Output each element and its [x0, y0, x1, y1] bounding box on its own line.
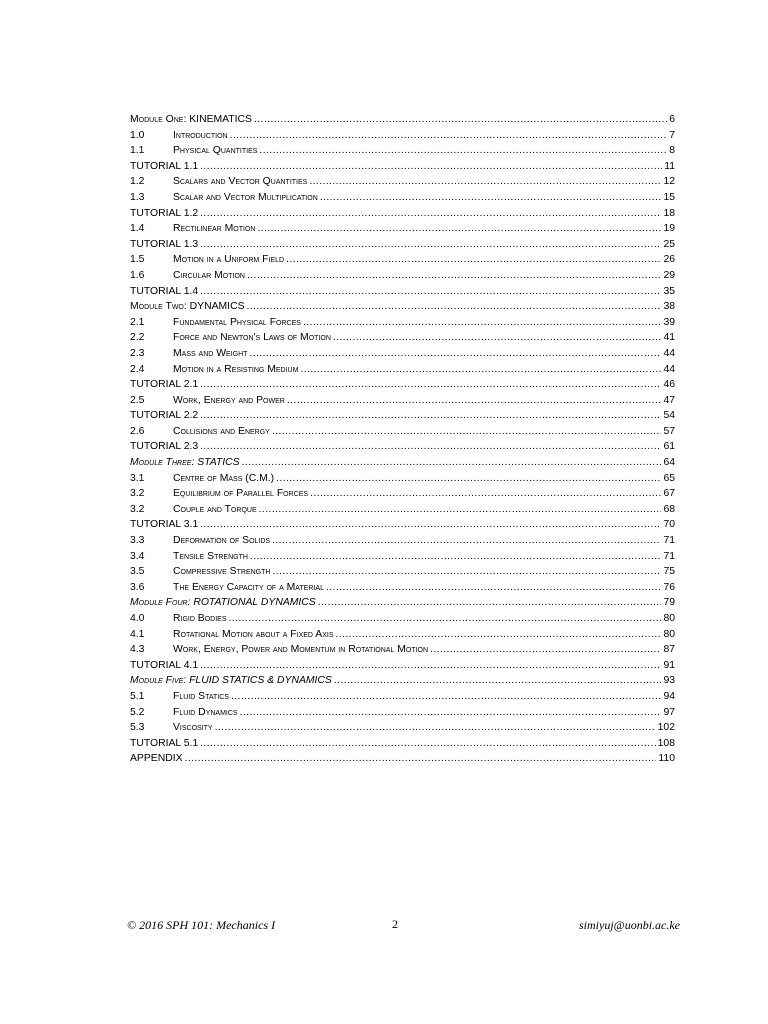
toc-page-number: 8: [669, 145, 675, 157]
toc-page-number: 11: [664, 160, 675, 172]
toc-entry-title: Viscosity: [173, 722, 213, 734]
toc-entry-number: 3.2: [130, 488, 145, 500]
toc-entry-number: 1.2: [130, 176, 145, 188]
toc-dot-leader: [200, 408, 661, 424]
toc-dot-leader: [231, 689, 661, 705]
toc-dot-leader: [254, 112, 667, 128]
toc-entry[interactable]: [130, 533, 675, 549]
toc-page-number: 64: [663, 457, 675, 469]
toc-dot-leader: [309, 174, 661, 190]
toc-page-number: 76: [663, 581, 675, 593]
page-number: 2: [392, 917, 398, 931]
toc-entry-number: 1.5: [130, 254, 145, 266]
toc-dot-leader: [250, 549, 662, 565]
toc-dot-leader: [200, 237, 661, 253]
toc-entry-number: 4.0: [130, 613, 145, 624]
toc-entry-number: 2.1: [130, 316, 145, 328]
toc-tutorial-title: TUTORIAL 2.3: [130, 441, 199, 453]
toc-entry-number: 1.1: [130, 145, 145, 157]
toc-entry-number: 5.3: [130, 722, 145, 734]
toc-page-number: 47: [663, 394, 675, 406]
toc-entry-number: 2.4: [130, 363, 145, 375]
toc-entry-title: Work, Energy, Power and Momentum in Rotational Motion: [173, 644, 429, 656]
toc-page-number: 57: [663, 425, 675, 437]
toc-dot-leader: [247, 268, 661, 284]
toc-tutorial-title: TUTORIAL 5.1: [130, 737, 199, 749]
toc-module-prefix: Module One:: [130, 114, 187, 125]
toc-dot-leader: [430, 642, 661, 658]
toc-page-number: 44: [663, 347, 675, 359]
toc-entry-number: 3.1: [130, 472, 145, 484]
toc-entry-title: Circular Motion: [173, 269, 245, 281]
toc-tutorial-title: TUTORIAL 1.3: [130, 238, 199, 250]
toc-dot-leader: [200, 377, 661, 393]
toc-page-number: 87: [663, 644, 675, 656]
toc-entry-number: 1.4: [130, 223, 145, 235]
toc-entry-title: Fluid Dynamics: [173, 706, 238, 718]
toc-dot-leader: [272, 564, 661, 580]
toc-module-name: ROTATIONAL DYNAMICS: [190, 597, 316, 609]
toc-module-name: KINEMATICS: [186, 114, 252, 125]
toc-entry-title: Rotational Motion about a Fixed Axis: [173, 628, 334, 640]
toc-entry[interactable]: [130, 174, 675, 190]
toc-page-number: 25: [663, 238, 675, 250]
toc-entry[interactable]: [130, 377, 675, 393]
toc-entry-number: 1.0: [130, 129, 145, 141]
toc-entry-title: Equilibrium of Parallel Forces: [173, 488, 309, 500]
toc-entry[interactable]: [130, 611, 675, 627]
toc-entry-number: 5.1: [130, 690, 145, 702]
toc-page-number: 110: [658, 753, 675, 765]
toc-entry[interactable]: [130, 315, 675, 331]
toc-page-number: 39: [663, 316, 675, 328]
toc-dot-leader: [276, 471, 661, 487]
toc-entry[interactable]: [130, 299, 675, 315]
toc-entry[interactable]: [130, 689, 675, 705]
toc-entry[interactable]: [130, 190, 675, 206]
toc-dot-leader: [286, 252, 661, 268]
toc-dot-leader: [200, 658, 661, 674]
toc-page-number: 6: [669, 114, 675, 125]
toc-dot-leader: [230, 128, 668, 144]
toc-entry[interactable]: [130, 221, 675, 237]
toc-dot-leader: [257, 221, 661, 237]
toc-entry-title: Fundamental Physical Forces: [173, 316, 301, 328]
toc-dot-leader: [336, 627, 662, 643]
toc-entry[interactable]: [130, 128, 675, 144]
toc-entry[interactable]: [130, 346, 675, 362]
toc-entry-title: Motion in a Resisting Medium: [173, 363, 299, 375]
page-footer: [127, 918, 680, 936]
toc-page-number: 19: [663, 223, 675, 235]
toc-page-number: 91: [663, 659, 675, 671]
toc-dot-leader: [242, 455, 662, 471]
toc-dot-leader: [272, 533, 661, 549]
toc-page-number: 35: [663, 285, 675, 297]
toc-dot-leader: [200, 439, 661, 455]
toc-entry[interactable]: [130, 595, 675, 611]
toc-tutorial-title: TUTORIAL 2.2: [130, 410, 199, 422]
toc-entry-number: 3.6: [130, 581, 145, 593]
toc-page-number: 94: [663, 690, 675, 702]
toc-entry[interactable]: [130, 455, 675, 471]
toc-entry[interactable]: [130, 720, 675, 736]
toc-module-title: [130, 112, 252, 128]
toc-dot-leader: [334, 673, 662, 689]
toc-page-number: 71: [663, 535, 675, 547]
toc-dot-leader: [259, 502, 662, 518]
toc-entry[interactable]: [130, 736, 675, 752]
toc-entry[interactable]: [130, 439, 675, 455]
toc-page-number: 93: [663, 675, 675, 687]
toc-entry[interactable]: [130, 330, 675, 346]
toc-page-number: 41: [663, 332, 675, 344]
toc-dot-leader: [249, 346, 661, 362]
toc-module-prefix: Module Four:: [130, 597, 191, 609]
toc-module-prefix: Module Five:: [130, 675, 187, 687]
toc-entry-title: Couple and Torque: [173, 503, 257, 515]
toc-page-number: 61: [663, 441, 675, 453]
toc-entry-title: Fluid Statics: [173, 690, 229, 702]
toc-entry-title: Centre of Mass (C.M.): [173, 472, 275, 484]
toc-entry[interactable]: [130, 268, 675, 284]
toc-dot-leader: [247, 299, 662, 315]
toc-module-prefix: Module Two:: [130, 301, 187, 313]
toc-entry-title: Force and Newton's Laws of Motion: [173, 332, 331, 344]
toc-entry-title: Rigid Bodies: [173, 613, 227, 624]
toc-page-number: 70: [663, 519, 675, 531]
table-of-contents: [130, 112, 675, 767]
toc-entry[interactable]: [130, 159, 675, 175]
toc-dot-leader: [303, 315, 661, 331]
toc-page-number: 38: [663, 301, 675, 313]
toc-page-number: 102: [657, 722, 675, 734]
toc-entry[interactable]: [130, 237, 675, 253]
toc-entry-title: Scalars and Vector Quantities: [173, 176, 308, 188]
toc-page-number: 65: [663, 472, 675, 484]
toc-page-number: 7: [669, 129, 675, 141]
toc-entry[interactable]: [130, 362, 675, 378]
toc-dot-leader: [333, 330, 662, 346]
toc-page-number: 80: [663, 613, 675, 624]
toc-entry[interactable]: [130, 705, 675, 721]
toc-entry-title: Tensile Strength: [173, 550, 248, 562]
toc-entry-title: Motion in a Uniform Field: [173, 254, 285, 266]
toc-entry-title: Mass and Weight: [173, 347, 248, 359]
toc-page-number: 18: [663, 207, 675, 219]
toc-page-number: 68: [663, 503, 675, 515]
toc-tutorial-title: APPENDIX: [130, 753, 183, 765]
toc-dot-leader: [318, 595, 662, 611]
toc-dot-leader: [240, 705, 662, 721]
toc-module-title: [130, 299, 245, 315]
toc-entry-title: Work, Energy and Power: [173, 394, 285, 406]
toc-entry[interactable]: [130, 517, 675, 533]
toc-entry-title: Introduction: [173, 129, 228, 141]
toc-dot-leader: [272, 424, 662, 440]
toc-page-number: 108: [657, 737, 675, 749]
toc-dot-leader: [320, 190, 662, 206]
toc-module-title: [130, 673, 332, 689]
toc-entry-number: 5.2: [130, 706, 145, 718]
toc-entry[interactable]: [130, 549, 675, 565]
toc-dot-leader: [287, 393, 662, 409]
toc-entry-title: Scalar and Vector Multiplication: [173, 191, 318, 203]
toc-entry[interactable]: [130, 627, 675, 643]
toc-module-name: DYNAMICS: [186, 301, 245, 313]
toc-entry-title: Compressive Strength: [173, 566, 271, 578]
toc-dot-leader: [200, 206, 661, 222]
toc-module-name: FLUID STATICS & DYNAMICS: [186, 675, 332, 687]
toc-entry[interactable]: [130, 143, 675, 159]
toc-tutorial-title: TUTORIAL 3.1: [130, 519, 199, 531]
toc-entry-number: 4.1: [130, 628, 145, 640]
toc-page-number: 97: [663, 706, 675, 718]
toc-entry-title: Deformation of Solids: [173, 535, 271, 547]
toc-entry-number: 2.3: [130, 347, 145, 359]
toc-page-number: 12: [663, 176, 675, 188]
toc-entry-number: 1.6: [130, 269, 145, 281]
toc-tutorial-title: TUTORIAL 1.4: [130, 285, 199, 297]
toc-dot-leader: [200, 284, 661, 300]
toc-entry[interactable]: [130, 393, 675, 409]
toc-entry-number: 4.3: [130, 644, 145, 656]
toc-entry-number: 2.2: [130, 332, 145, 344]
toc-dot-leader: [229, 611, 662, 627]
toc-entry[interactable]: [130, 112, 675, 128]
toc-entry[interactable]: [130, 424, 675, 440]
toc-entry-number: 3.5: [130, 566, 145, 578]
toc-entry-title: Physical Quantities: [173, 145, 258, 157]
toc-page-number: 29: [663, 269, 675, 281]
toc-tutorial-title: TUTORIAL 2.1: [130, 379, 199, 391]
toc-page-number: 67: [663, 488, 675, 500]
toc-entry-title: Rectilinear Motion: [173, 223, 256, 235]
toc-entry-title: Collisions and Energy: [173, 425, 270, 437]
toc-entry[interactable]: [130, 206, 675, 222]
toc-entry-number: 3.3: [130, 535, 145, 547]
toc-entry-number: 2.6: [130, 425, 145, 437]
toc-page-number: 54: [663, 410, 675, 422]
toc-dot-leader: [215, 720, 656, 736]
footer-copyright: © 2016 SPH 101: Mechanics I: [127, 918, 276, 932]
toc-entry-number: 3.4: [130, 550, 145, 562]
toc-page-number: 80: [663, 628, 675, 640]
toc-page-number: 75: [663, 566, 675, 578]
toc-module-title: [130, 595, 316, 611]
toc-entry[interactable]: [130, 658, 675, 674]
toc-dot-leader: [200, 159, 662, 175]
toc-dot-leader: [310, 486, 661, 502]
toc-entry-number: 1.3: [130, 191, 145, 203]
toc-entry-number: 3.2: [130, 503, 145, 515]
toc-page-number: 71: [663, 550, 675, 562]
toc-module-prefix: Module Three:: [130, 457, 195, 469]
toc-tutorial-title: TUTORIAL 4.1: [130, 659, 199, 671]
toc-entry[interactable]: [130, 252, 675, 268]
toc-entry-number: 2.5: [130, 394, 145, 406]
toc-page-number: 79: [663, 597, 675, 609]
toc-dot-leader: [200, 736, 656, 752]
toc-entry[interactable]: [130, 284, 675, 300]
toc-entry[interactable]: [130, 564, 675, 580]
toc-dot-leader: [185, 751, 657, 767]
toc-entry[interactable]: [130, 486, 675, 502]
toc-entry[interactable]: [130, 408, 675, 424]
toc-page-number: 46: [663, 379, 675, 391]
toc-page-number: 15: [663, 191, 675, 203]
toc-page-number: 44: [663, 363, 675, 375]
toc-entry[interactable]: [130, 471, 675, 487]
toc-entry[interactable]: [130, 580, 675, 596]
toc-entry[interactable]: [130, 673, 675, 689]
footer-email: simiyuj@uonbi.ac.ke: [578, 918, 680, 932]
toc-dot-leader: [300, 362, 661, 378]
toc-dot-leader: [326, 580, 661, 596]
toc-tutorial-title: TUTORIAL 1.1: [130, 160, 199, 172]
toc-dot-leader: [259, 143, 667, 159]
toc-entry[interactable]: [130, 751, 675, 767]
toc-page-number: 26: [663, 254, 675, 266]
toc-dot-leader: [200, 517, 661, 533]
toc-entry-title: The Energy Capacity of a Material: [173, 581, 324, 593]
toc-module-title: [130, 455, 240, 471]
toc-entry[interactable]: [130, 502, 675, 518]
toc-module-name: STATICS: [194, 457, 240, 469]
toc-tutorial-title: TUTORIAL 1.2: [130, 207, 199, 219]
toc-entry[interactable]: [130, 642, 675, 658]
